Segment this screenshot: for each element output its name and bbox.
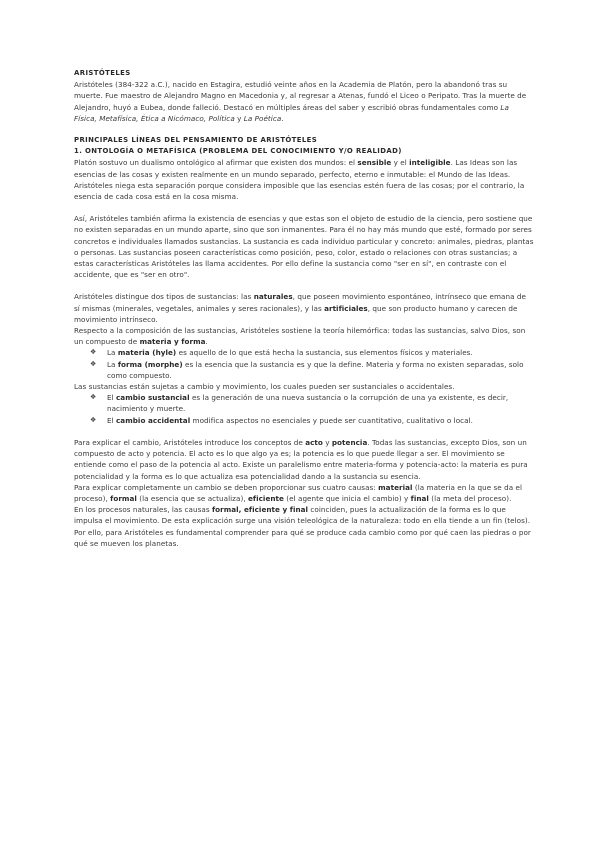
paragraph-platon xyxy=(74,157,534,202)
paragraph-acto-potencia xyxy=(74,437,534,482)
list-item xyxy=(74,415,534,426)
subsection-title: 1. ONTOLOGÍA O METAFÍSICA (PROBLEMA DEL CONOCIMIENTO Y/O REALIDAD) xyxy=(74,147,402,156)
list-item-bold: materia (hyle) xyxy=(117,348,177,358)
p3-text-a: Aristóteles distingue dos tipos de sustancias: las xyxy=(74,292,254,302)
paragraph-teleologia xyxy=(74,504,534,549)
p6-text-c: y xyxy=(322,437,332,447)
p6-bold-potencia: potencia xyxy=(331,437,368,447)
p7-bold-final: final xyxy=(410,493,429,503)
list-item-post: modifica aspectos no esenciales y puede ser cuantitativo, cualitativo o local. xyxy=(190,415,473,425)
intro-end: . xyxy=(281,113,284,123)
diamond-bullet-icon: ❖ xyxy=(90,393,97,402)
list-item-pre: La xyxy=(107,348,118,358)
last-work-italic: La Poética xyxy=(243,113,282,123)
list-item-post: es la esencia que la sustancia es y que la define. Materia y forma no existen separadas, solo como compuesto. xyxy=(107,359,524,380)
document-title: ARISTÓTELES xyxy=(74,69,131,77)
list-item-pre: La xyxy=(107,359,118,369)
p6-text-a: Para explicar el cambio, Aristóteles introduce los conceptos de xyxy=(74,437,306,447)
diamond-bullet-icon: ❖ xyxy=(90,359,97,368)
list-item-post: es la generación de una nueva sustancia o la corrupción de una ya existente, es decir, nacimiento y muerte. xyxy=(107,393,509,414)
paragraph-tipos-sustancias xyxy=(74,291,534,325)
p7-text-e: (el agente que inicia el cambio) y xyxy=(283,493,411,503)
intro-and: y xyxy=(234,113,244,123)
p7-text-a: Para explicar completamente un cambio se deben proporcionar sus cuatro causas: xyxy=(74,482,379,492)
list-item-post: es aquello de lo que está hecha la sustancia, sus elementos físicos y materiales. xyxy=(176,348,473,358)
paragraph-sustancias: Así, Aristóteles también afirma la existencia de esencias y que estas son el objeto de estudio de la ciencia, pero sostiene que no existen separadas en un mundo aparte, sino que son inmanentes. Para él no hay más mundo que esté, formado por seres concretos e individuales llamados sustancias. La sustancia es cada individuo particular y concreto: animales, piedras, plantas o personas. Las sustancias poseen características como posición, peso, color, estado o relaciones con otras sustancias; a estas características Aristóteles las llama accidentes. Por ello define la sustancia como "ser en sí", en contraste con el accidente, que es "ser en otro". xyxy=(74,214,534,280)
p7-text-f: (la meta del proceso). xyxy=(428,493,512,503)
p6-bold-acto: acto xyxy=(305,437,323,447)
p3-bold-artificiales: artificiales xyxy=(324,303,368,313)
diamond-bullet-icon: ❖ xyxy=(90,348,97,357)
list-item-pre: El xyxy=(107,415,116,425)
p8-text-a: En los procesos naturales, las causas xyxy=(74,505,212,515)
p8-text-c: coinciden, pues la actualización de la forma es lo que impulsa el movimiento. De esta explicación surge una visión teleológica de la naturaleza: todo en ella tiende a un fin (telos). Por ello, para Aristóteles es fundamental comprender para qué se produce cada cambio como por qué caen las piedras o por qué se mueven los planetas. xyxy=(74,505,531,548)
diamond-bullet-icon: ❖ xyxy=(90,415,97,424)
list-tipos-cambio xyxy=(74,392,534,426)
p7-bold-material: material xyxy=(378,482,413,492)
p3-text-d: , que son producto humano y carecen de movimiento intrínseco. xyxy=(74,303,518,324)
list-item xyxy=(74,359,534,381)
paragraph-cambio: Las sustancias están sujetas a cambio y movimiento, los cuales pueden ser sustanciales o accidentales. xyxy=(74,382,455,392)
list-materia-forma xyxy=(74,347,534,381)
p3-bold-naturales: naturales xyxy=(253,292,293,302)
p4-text-c: . xyxy=(205,337,208,347)
p7-bold-formal: formal xyxy=(110,493,137,503)
p8-bold-causas: formal, eficiente y final xyxy=(211,505,309,515)
paragraph-composicion xyxy=(74,325,534,347)
list-item-pre: El xyxy=(107,393,116,403)
p1-bold-inteligible: inteligible xyxy=(409,158,451,168)
p1-text-d: . Las Ideas son las esencias de las cosas y existen realmente en un mundo separado, perfecto, eterno e inmutable: el Mundo de las Ideas. Aristóteles niega esta separación porque considera imposible que las esencias estén fuera de las cosas; por el contrario, la esencia de cada cosa está en la cosa misma. xyxy=(74,158,525,202)
p1-bold-sensible: sensible xyxy=(357,158,392,168)
p7-bold-eficiente: eficiente xyxy=(248,493,284,503)
intro-paragraph xyxy=(74,79,534,124)
document-page xyxy=(74,68,534,549)
list-item-bold: forma (morphe) xyxy=(117,359,183,369)
paragraph-cuatro-causas xyxy=(74,482,534,504)
list-item xyxy=(74,392,534,414)
intro-text: Aristóteles (384-322 a.C.), nacido en Estagira, estudió veinte años en la Academia de Platón, pero la abandonó tras su muerte. Fue maestro de Alejandro Magno en Macedonia y, al regresar a Atenas, fundó el Liceo o Peripato. Tras la muerte de Alejandro, huyó a Eubea, donde falleció. Destacó en múltiples áreas del saber y escribió obras fundamentales como xyxy=(74,80,527,112)
p6-text-d: . Todas las sustancias, excepto Dios, son un compuesto de acto y potencia. El acto es lo que algo ya es; la potencia es lo que puede llegar a ser. El movimiento se entiende como el paso de la potencia al acto. Existe un paralelismo entre materia-forma y potencia-acto: la materia es pura potencialidad y la forma es lo que actualiza esa potencialidad dando a la sustancia su esencia. xyxy=(74,437,528,481)
works-italic: La Física, Metafísica, Ética a Nicómaco, Política xyxy=(74,102,509,123)
list-item-bold: cambio accidental xyxy=(115,415,191,425)
section-title: PRINCIPALES LÍNEAS DEL PENSAMIENTO DE ARISTÓTELES xyxy=(74,136,318,145)
p1-text-c: y el xyxy=(391,158,410,168)
p4-text-a: Respecto a la composición de las sustancias, Aristóteles sostiene la teoría hilemórfica: todas las sustancias, salvo Dios, son un compuesto de xyxy=(74,326,526,347)
p4-bold-materia-forma: materia y forma xyxy=(139,337,206,347)
p1-text-a: Platón sostuvo un dualismo ontológico al afirmar que existen dos mundos: el xyxy=(74,158,358,168)
list-item xyxy=(74,347,534,358)
p7-text-c: (la materia en la que se da el proceso), xyxy=(74,482,523,503)
p3-text-c: , que poseen movimiento espontáneo, intrínseco que emana de sí mismas (minerales, vegetales, animales y seres racionales), y las xyxy=(74,292,526,313)
list-item-bold: cambio sustancial xyxy=(115,393,190,403)
p7-text-d: (la esencia que se actualiza), xyxy=(136,493,248,503)
